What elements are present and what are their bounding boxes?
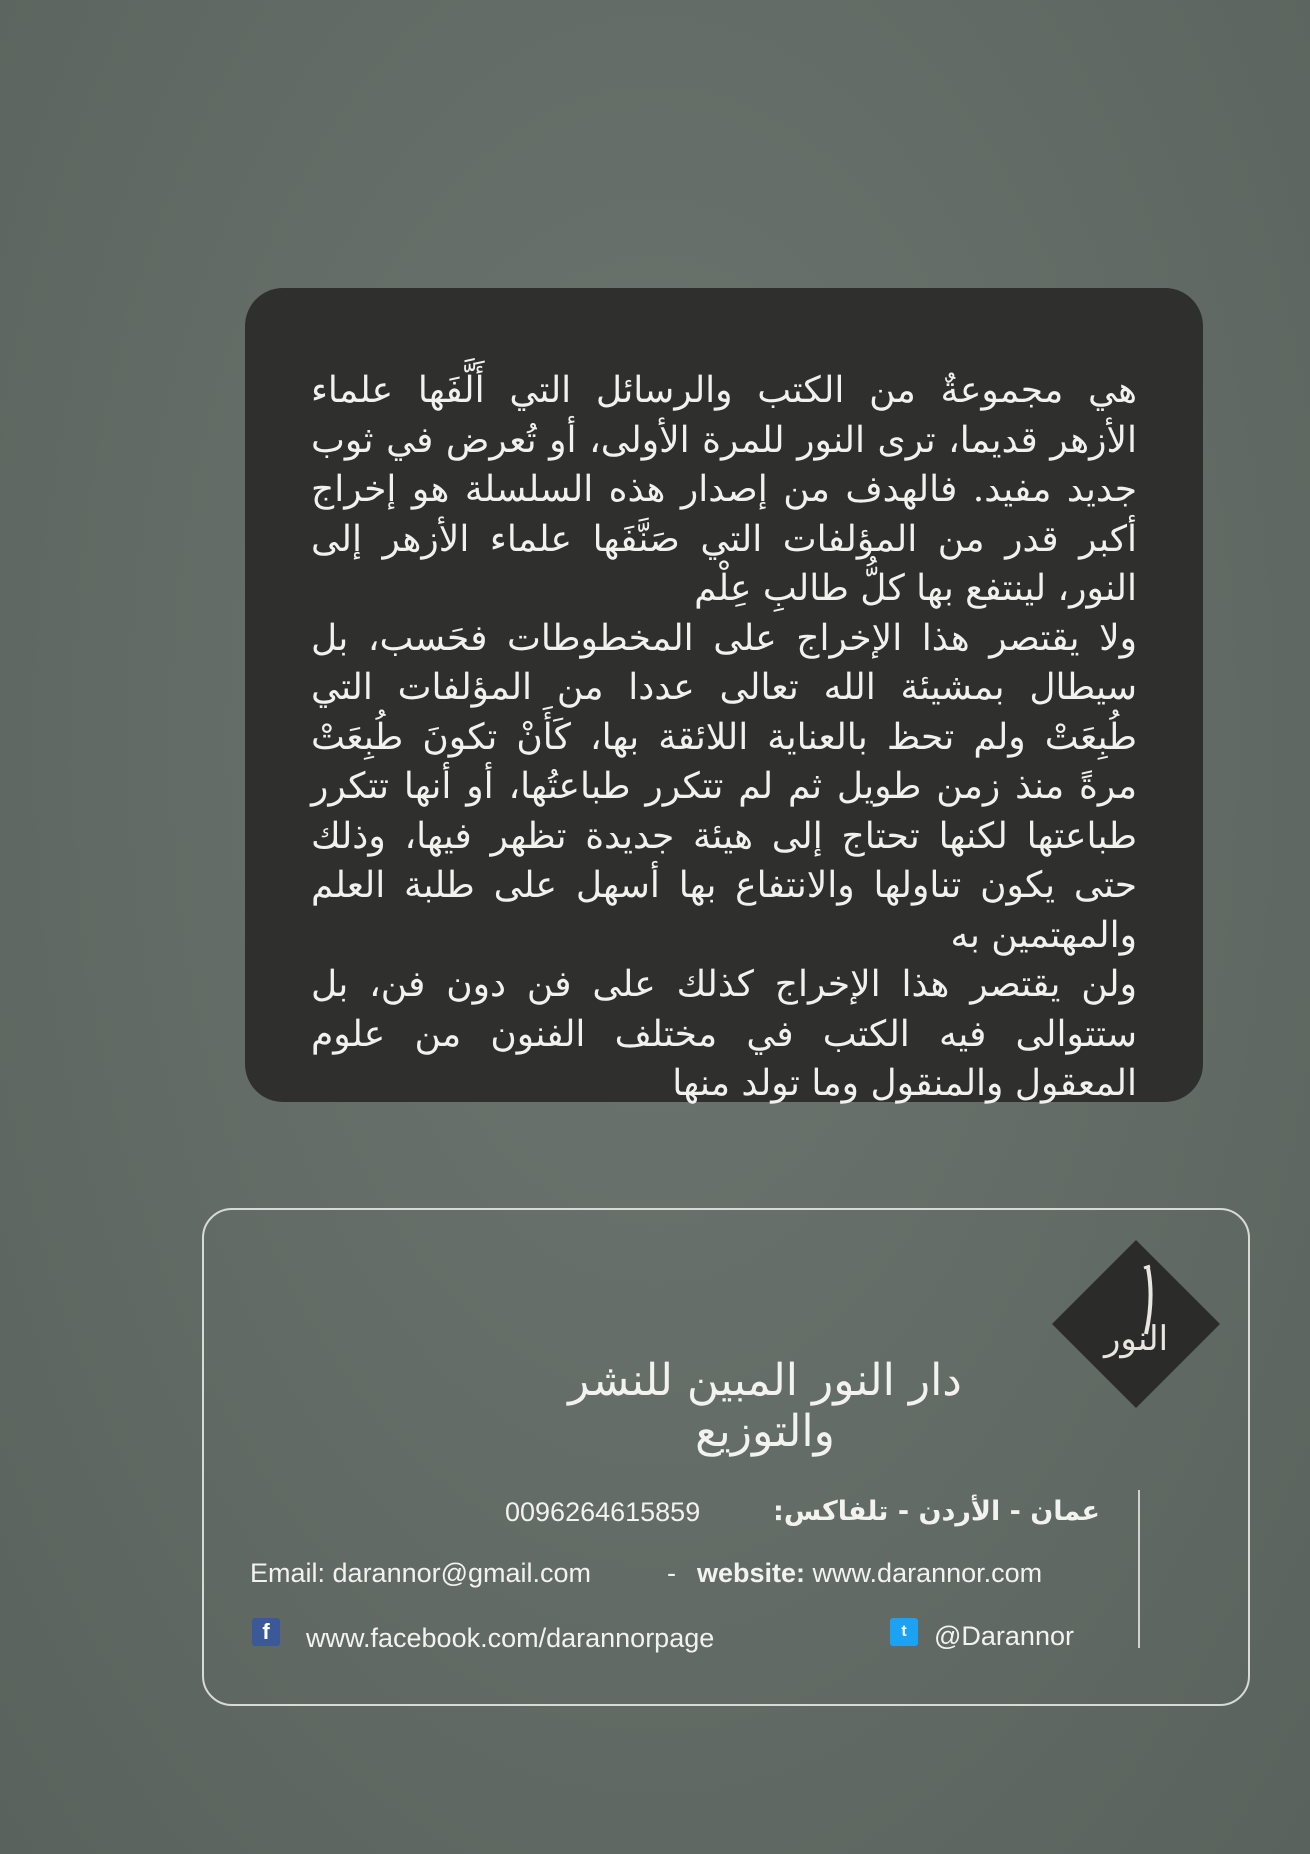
phone-number: 0096264615859 — [505, 1497, 701, 1527]
email-line — [250, 1558, 591, 1589]
vertical-divider — [1138, 1490, 1140, 1648]
website-label: website: — [697, 1558, 806, 1588]
description-panel — [245, 288, 1203, 1102]
description-paragraph-3: ولن يقتصر هذا الإخراج كذلك على فن دون فن، بل ستتوالى فيه الكتب في مختلف الفنون من علوم المعقول والمنقول وما تولد منها — [311, 964, 1137, 1104]
publisher-name: دار النور المبين للنشر والتوزيع — [568, 1355, 962, 1457]
email-label: Email: — [250, 1558, 326, 1588]
logo-text: النور — [1103, 1319, 1169, 1359]
facebook-icon[interactable]: f — [252, 1618, 280, 1646]
facebook-link[interactable]: www.facebook.com/darannorpage — [306, 1623, 715, 1653]
twitter-icon[interactable]: t — [890, 1618, 918, 1646]
publisher-logo-icon — [1050, 1238, 1222, 1410]
website-line — [697, 1558, 1042, 1589]
description-paragraph-2: ولا يقتصر هذا الإخراج على المخطوطات فحَسب، بل سيطال بمشيئة الله تعالى عددا من المؤلفات التي طُبِعَتْ ولم تحظ بالعناية اللائقة بها، كَأَنْ تكونَ طُبِعَتْ مرةً منذ زمن طويل ثم لم تتكرر طباعتُها، أو أنها تتكرر طباعتها لكنها تحتاج إلى هيئة جديدة تظهر فيها، وذلك حتى يكون تناولها والانتفاع بها أسهل على طلبة العلم والمهتمين به — [311, 617, 1137, 956]
description-paragraph-1: هي مجموعةٌ من الكتب والرسائل التي أَلَّفَها علماء الأزهر قديما، ترى النور للمرة الأولى، أو تُعرض في ثوب جديد مفيد. فالهدف من إصدار هذه السلسلة هو إخراج أكبر قدر من المؤلفات التي صَنَّفَها علماء الأزهر إلى النور، لينتفع بها كلُّ طالبِ عِلْم — [311, 370, 1137, 609]
separator: - — [667, 1558, 676, 1588]
website-link[interactable]: www.darannor.com — [812, 1558, 1043, 1588]
email-link[interactable]: darannor@gmail.com — [332, 1558, 592, 1588]
address-label: عمان - الأردن - تلفاكس: — [773, 1496, 1100, 1527]
twitter-handle[interactable]: @Darannor — [934, 1621, 1074, 1651]
